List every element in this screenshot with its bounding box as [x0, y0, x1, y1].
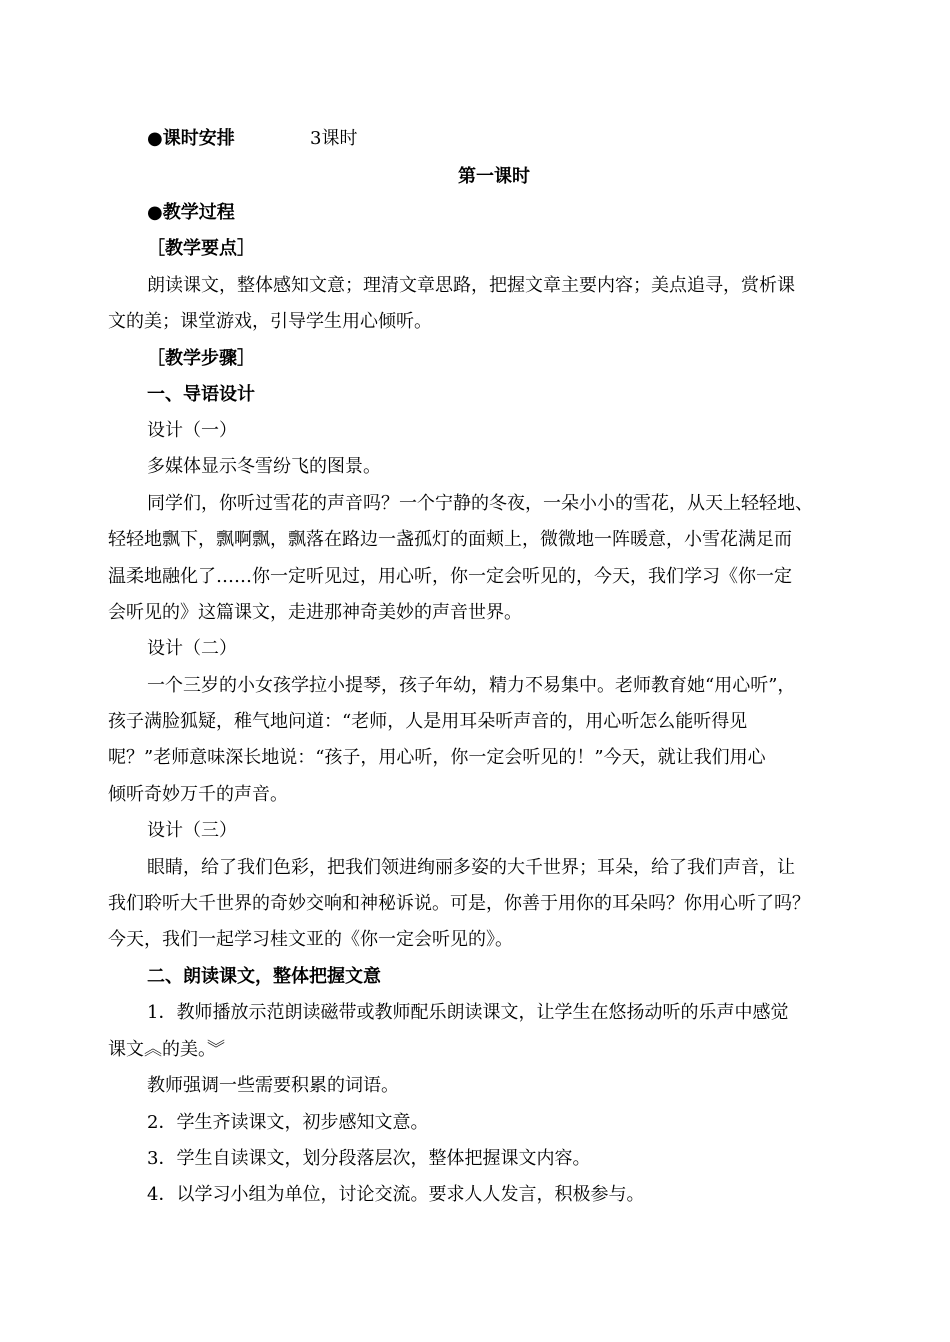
arrangement-value: 3课时: [310, 128, 358, 149]
section1-heading: 一、导语设计: [147, 384, 255, 405]
key-points-line-1: 朗读课文，整体感知文意；理清文章思路，把握文章主要内容；美点追寻，赏析课: [147, 275, 795, 296]
design3-line-3: 今天，我们一起学习桂文亚的《你一定会听见的》。: [108, 929, 513, 950]
design1-line-1: 同学们，你听过雪花的声音吗？一个宁静的冬夜，一朵小小的雪花，从天上轻轻地、: [147, 493, 813, 514]
design2-line-2: 孩子满脸狐疑，稚气地问道：“老师，人是用耳朵听声音的，用心听怎么能听得见: [108, 711, 748, 732]
step4-text: 4．以学习小组为单位，讨论交流。要求人人发言，积极参与。: [147, 1184, 645, 1205]
design1-line-3: 温柔地融化了……你一定听见过，用心听，你一定会听见的，今天，我们学习《你一定: [108, 566, 792, 587]
step1-note: 教师强调一些需要积累的词语。: [147, 1075, 399, 1096]
design2-line-3: 呢？”老师意味深长地说：“孩子，用心听，你一定会听见的！”今天，就让我们用心: [108, 747, 766, 768]
step3-text: 3．学生自读课文，划分段落层次，整体把握课文内容。: [147, 1148, 591, 1169]
steps-heading: ［教学步骤］: [147, 348, 255, 369]
design2-line-4: 倾听奇妙万千的声音。: [108, 784, 288, 805]
step2-text: 2．学生齐读课文，初步感知文意。: [147, 1112, 429, 1133]
arrangement-label: ●课时安排: [147, 128, 235, 149]
design3-label: 设计（三）: [147, 820, 237, 841]
design1-line-2: 轻轻地飘下，飘啊飘，飘落在路边一盏孤灯的面颊上，微微地一阵暖意，小雪花满足而: [108, 529, 792, 550]
lesson-title: 第一课时: [458, 166, 530, 187]
design3-line-2: 我们聆听大千世界的奇妙交响和神秘诉说。可是，你善于用你的耳朵吗？你用心听了吗？: [108, 893, 810, 914]
process-heading: ●教学过程: [147, 202, 235, 223]
step1-line-1: 1．教师播放示范朗读磁带或教师配乐朗读课文，让学生在悠扬动听的乐声中感觉: [147, 1002, 789, 1023]
section2-heading: 二、朗读课文，整体把握文意: [147, 966, 381, 987]
design1-intro: 多媒体显示冬雪纷飞的图景。: [147, 456, 381, 477]
key-points-heading: ［教学要点］: [147, 238, 255, 259]
design2-label: 设计（二）: [147, 638, 237, 659]
key-points-line-2: 文的美；课堂游戏，引导学生用心倾听。: [108, 311, 432, 332]
design3-line-1: 眼睛，给了我们色彩，把我们领进绚丽多姿的大千世界；耳朵，给了我们声音，让: [147, 857, 795, 878]
step1-line-2: 课文︽的美。︾: [108, 1039, 225, 1060]
design2-line-1: 一个三岁的小女孩学拉小提琴，孩子年幼，精力不易集中。老师教育她“用心听”，: [147, 675, 796, 696]
design1-label: 设计（一）: [147, 420, 237, 441]
design1-line-4: 会听见的》这篇课文，走进那神奇美妙的声音世界。: [108, 602, 522, 623]
